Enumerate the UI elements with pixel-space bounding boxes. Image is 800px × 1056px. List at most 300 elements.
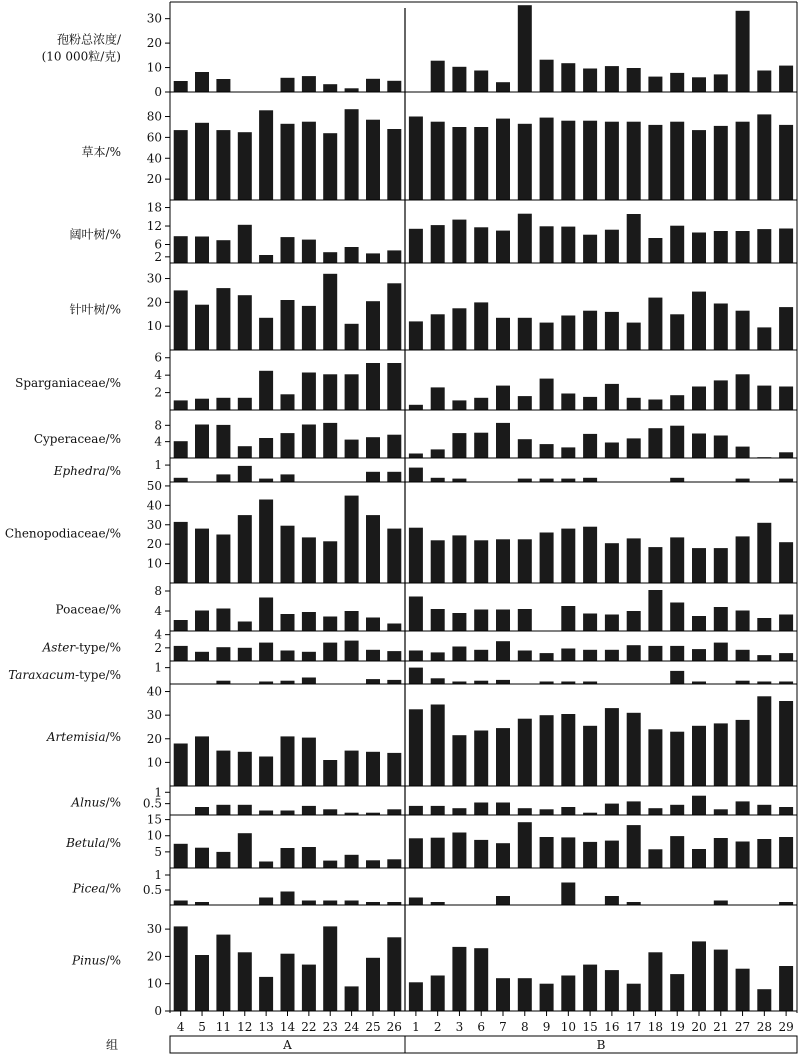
ytick-label-concentration-0: 30 [146, 11, 162, 26]
ytick-label-pinus-2: 10 [146, 976, 162, 991]
bar-aster-23 [323, 643, 337, 661]
bar-poaceae-5 [195, 611, 209, 632]
bar-concentration-14 [281, 78, 295, 92]
bar-pinus-6 [474, 948, 488, 1011]
bar-pinus-29 [779, 966, 793, 1011]
bar-alnus-28 [757, 805, 771, 815]
ytick-label-pinus-0: 30 [146, 922, 162, 937]
row-label-chenopodiaceae: Chenopodiaceae/% [4, 526, 121, 541]
bar-sparganiaceae-20 [692, 387, 706, 411]
bar-sparganiaceae-16 [605, 384, 619, 410]
bar-concentration-5 [195, 72, 209, 92]
bar-alnus-8 [518, 808, 532, 815]
category-label-16: 16 [604, 1020, 620, 1034]
bar-herb-19 [670, 122, 684, 200]
bar-artemisia-15 [583, 726, 597, 786]
category-label-22: 22 [301, 1020, 317, 1034]
bar-sparganiaceae-19 [670, 395, 684, 410]
ytick-label-concentration-2: 10 [146, 60, 162, 75]
bar-conifer-27 [736, 311, 750, 350]
bar-alnus-5 [195, 807, 209, 815]
bar-herb-17 [627, 122, 641, 200]
bar-chenopodiaceae-8 [518, 539, 532, 583]
bar-herb-1 [409, 117, 423, 201]
bar-artemisia-20 [692, 726, 706, 786]
panel-pinus [71, 922, 797, 1018]
bar-herb-25 [366, 120, 380, 200]
bar-betula-8 [518, 822, 532, 868]
row-label-poaceae: Poaceae/% [55, 602, 121, 617]
bar-aster-22 [302, 652, 316, 661]
bar-betula-6 [474, 840, 488, 868]
category-label-19: 19 [669, 1020, 685, 1034]
bar-concentration-28 [757, 71, 771, 93]
bar-broadleaf-15 [583, 235, 597, 263]
bar-broadleaf-22 [302, 240, 316, 263]
bar-chenopodiaceae-29 [779, 542, 793, 583]
bar-chenopodiaceae-21 [714, 548, 728, 583]
bar-concentration-15 [583, 69, 597, 93]
bar-herb-4 [174, 130, 188, 200]
bar-aster-6 [474, 650, 488, 661]
bar-pinus-21 [714, 950, 728, 1011]
bar-broadleaf-14 [281, 237, 295, 263]
bar-artemisia-16 [605, 708, 619, 786]
bar-artemisia-25 [366, 752, 380, 786]
bar-artemisia-1 [409, 709, 423, 786]
bar-broadleaf-23 [323, 252, 337, 263]
bar-pinus-11 [216, 935, 230, 1011]
bar-cyperaceae-29 [779, 452, 793, 458]
bar-pinus-8 [518, 978, 532, 1011]
bar-herb-22 [302, 122, 316, 200]
bar-herb-21 [714, 126, 728, 200]
bar-alnus-19 [670, 805, 684, 815]
bar-cyperaceae-25 [366, 437, 380, 458]
bar-alnus-12 [238, 805, 252, 815]
bar-sparganiaceae-13 [259, 371, 273, 410]
bar-taraxacum-26 [387, 680, 401, 684]
bar-conifer-12 [238, 295, 252, 350]
ytick-label-conifer-1: 20 [146, 295, 162, 310]
bar-picea-22 [302, 901, 316, 906]
bar-pinus-1 [409, 982, 423, 1011]
bar-poaceae-22 [302, 612, 316, 631]
bar-herb-16 [605, 122, 619, 200]
bar-artemisia-3 [452, 735, 466, 786]
bar-herb-23 [323, 133, 337, 200]
bar-sparganiaceae-24 [345, 374, 359, 410]
bar-betula-2 [431, 838, 445, 868]
bar-herb-7 [496, 119, 510, 200]
bar-artemisia-18 [648, 729, 662, 786]
bar-chenopodiaceae-11 [216, 535, 230, 584]
category-label-24: 24 [343, 1020, 360, 1034]
ytick-label-chenopodiaceae-0: 50 [146, 478, 162, 493]
bar-conifer-23 [323, 274, 337, 350]
bar-aster-20 [692, 649, 706, 661]
bar-poaceae-28 [757, 618, 771, 631]
ytick-label-broadleaf-1: 12 [146, 219, 162, 234]
row-label-betula: Betula/% [66, 836, 121, 850]
bar-ephedra-10 [561, 479, 575, 482]
bar-broadleaf-28 [757, 229, 771, 263]
bar-broadleaf-25 [366, 253, 380, 263]
bar-artemisia-21 [714, 723, 728, 786]
bar-poaceae-15 [583, 614, 597, 632]
bar-broadleaf-3 [452, 220, 466, 263]
ytick-label-poaceae-0: 8 [154, 584, 162, 598]
bar-pinus-16 [605, 970, 619, 1011]
ytick-label-taraxacum-0: 1 [154, 660, 162, 675]
bar-conifer-9 [540, 323, 554, 350]
bar-conifer-5 [195, 305, 209, 350]
category-label-4: 4 [176, 1020, 185, 1034]
bar-cyperaceae-24 [345, 440, 359, 458]
bar-poaceae-20 [692, 616, 706, 631]
bar-betula-27 [736, 842, 750, 869]
bar-betula-16 [605, 841, 619, 868]
bar-broadleaf-8 [518, 214, 532, 263]
bar-broadleaf-26 [387, 250, 401, 263]
bar-artemisia-9 [540, 715, 554, 786]
bar-betula-4 [174, 844, 188, 868]
row-label-broadleaf: 阔叶树/% [69, 227, 121, 242]
bar-concentration-11 [216, 79, 230, 92]
bar-pinus-28 [757, 989, 771, 1011]
bar-ephedra-29 [779, 479, 793, 482]
bar-artemisia-14 [281, 736, 295, 786]
bar-alnus-1 [409, 806, 423, 815]
bar-herb-13 [259, 110, 273, 200]
ytick-label-pinus-3: 0 [154, 1004, 162, 1018]
bar-picea-14 [281, 892, 295, 906]
bar-betula-11 [216, 852, 230, 868]
ytick-label-cyperaceae-1: 4 [154, 434, 162, 449]
bar-chenopodiaceae-19 [670, 537, 684, 583]
bar-ephedra-19 [670, 478, 684, 482]
bar-aster-24 [345, 641, 359, 661]
bar-poaceae-18 [648, 590, 662, 631]
bar-artemisia-7 [496, 728, 510, 786]
category-label-21: 21 [713, 1020, 729, 1034]
bar-conifer-7 [496, 318, 510, 350]
bar-concentration-22 [302, 76, 316, 92]
ytick-label-chenopodiaceae-1: 40 [146, 498, 162, 513]
bar-aster-12 [238, 648, 252, 661]
bar-alnus-6 [474, 803, 488, 816]
bar-poaceae-7 [496, 610, 510, 632]
bar-herb-20 [692, 130, 706, 200]
bar-pinus-25 [366, 958, 380, 1011]
bar-pinus-9 [540, 984, 554, 1011]
bar-betula-25 [366, 860, 380, 868]
bar-broadleaf-1 [409, 229, 423, 263]
ytick-label-broadleaf-2: 6 [154, 237, 162, 252]
row-label-ephedra: Ephedra/% [53, 464, 121, 478]
bar-broadleaf-29 [779, 229, 793, 264]
bar-pinus-5 [195, 955, 209, 1011]
bar-alnus-9 [540, 809, 554, 815]
bar-conifer-22 [302, 306, 316, 350]
group-axis [106, 1036, 797, 1053]
category-label-14: 14 [279, 1020, 296, 1034]
bar-alnus-14 [281, 811, 295, 816]
bar-poaceae-19 [670, 603, 684, 632]
bar-taraxacum-22 [302, 678, 316, 685]
bar-pinus-20 [692, 941, 706, 1011]
category-label-20: 20 [691, 1020, 707, 1034]
bar-artemisia-8 [518, 719, 532, 786]
bar-cyperaceae-5 [195, 425, 209, 459]
bar-chenopodiaceae-22 [302, 537, 316, 583]
bar-broadleaf-4 [174, 236, 188, 263]
bar-betula-24 [345, 855, 359, 868]
ytick-label-broadleaf-0: 18 [146, 200, 162, 215]
bar-aster-21 [714, 643, 728, 661]
bar-aster-18 [648, 646, 662, 661]
bar-herb-29 [779, 125, 793, 200]
bar-herb-8 [518, 124, 532, 200]
bar-chenopodiaceae-25 [366, 515, 380, 583]
row-label-taraxacum: Taraxacum-type/% [8, 668, 121, 682]
bar-pinus-18 [648, 952, 662, 1011]
bar-cyperaceae-20 [692, 434, 706, 459]
bar-pinus-23 [323, 926, 337, 1011]
bar-chenopodiaceae-7 [496, 539, 510, 583]
group-label-B: B [596, 1038, 606, 1052]
ytick-label-chenopodiaceae-2: 30 [146, 517, 162, 532]
bar-herb-3 [452, 127, 466, 200]
bar-ephedra-13 [259, 479, 273, 482]
bar-cyperaceae-19 [670, 426, 684, 458]
bar-herb-28 [757, 114, 771, 200]
bar-conifer-14 [281, 300, 295, 350]
bar-cyperaceae-3 [452, 433, 466, 458]
bar-cyperaceae-7 [496, 423, 510, 458]
ytick-label-alnus-0: 1 [154, 785, 162, 800]
bar-taraxacum-25 [366, 679, 380, 684]
bar-sparganiaceae-15 [583, 397, 597, 410]
bar-broadleaf-17 [627, 214, 641, 263]
bar-concentration-23 [323, 84, 337, 92]
bar-pinus-13 [259, 977, 273, 1011]
x-axis [177, 1011, 794, 1034]
bar-cyperaceae-16 [605, 443, 619, 459]
panel-conifer [70, 272, 797, 350]
bar-conifer-8 [518, 318, 532, 350]
bar-pinus-27 [736, 969, 750, 1011]
bar-artemisia-26 [387, 753, 401, 786]
bar-poaceae-21 [714, 607, 728, 631]
bar-sparganiaceae-23 [323, 374, 337, 410]
bar-picea-10 [561, 883, 575, 906]
bar-sparganiaceae-6 [474, 398, 488, 410]
bar-cyperaceae-18 [648, 428, 662, 458]
bar-concentration-7 [496, 82, 510, 92]
panel-herb [82, 109, 797, 200]
bar-betula-23 [323, 861, 337, 868]
bar-pinus-26 [387, 937, 401, 1011]
bar-alnus-21 [714, 809, 728, 815]
ytick-label-artemisia-0: 40 [146, 684, 162, 699]
category-label-6: 6 [477, 1020, 486, 1034]
ytick-label-concentration-1: 20 [146, 36, 162, 51]
bar-conifer-13 [259, 318, 273, 350]
bar-artemisia-6 [474, 731, 488, 787]
bar-concentration-20 [692, 77, 706, 92]
category-label-10: 10 [560, 1020, 576, 1034]
row-label-aster: Aster-type/% [42, 640, 121, 655]
bar-aster-2 [431, 652, 445, 661]
bar-artemisia-19 [670, 732, 684, 786]
category-label-9: 9 [542, 1020, 551, 1034]
bar-broadleaf-19 [670, 226, 684, 263]
bar-poaceae-3 [452, 613, 466, 631]
ytick-label-conifer-0: 30 [146, 271, 162, 286]
bar-pinus-19 [670, 974, 684, 1011]
bar-aster-26 [387, 651, 401, 661]
bar-poaceae-17 [627, 611, 641, 631]
bar-broadleaf-2 [431, 225, 445, 263]
bar-aster-17 [627, 645, 641, 661]
ytick-label-artemisia-1: 30 [146, 708, 162, 723]
bar-cyperaceae-12 [238, 446, 252, 458]
bar-betula-14 [281, 848, 295, 868]
bar-picea-4 [174, 901, 188, 906]
ytick-label-sparganiaceae-2: 2 [154, 385, 162, 400]
bar-poaceae-14 [281, 614, 295, 631]
bar-picea-16 [605, 896, 619, 905]
bar-artemisia-28 [757, 696, 771, 786]
bar-broadleaf-7 [496, 231, 510, 263]
bar-broadleaf-10 [561, 227, 575, 263]
bar-ephedra-12 [238, 466, 252, 482]
panel-chenopodiaceae [5, 479, 797, 583]
bar-aster-8 [518, 651, 532, 662]
bar-broadleaf-13 [259, 255, 273, 263]
panel-concentration [42, 5, 797, 99]
bar-sparganiaceae-3 [452, 400, 466, 410]
bar-chenopodiaceae-5 [195, 529, 209, 583]
bar-poaceae-27 [736, 611, 750, 632]
bar-cyperaceae-2 [431, 449, 445, 458]
bar-herb-18 [648, 125, 662, 200]
ytick-label-herb-1: 60 [146, 130, 162, 145]
bar-broadleaf-11 [216, 240, 230, 263]
bar-conifer-4 [174, 290, 188, 350]
bar-taraxacum-7 [496, 680, 510, 684]
category-label-25: 25 [365, 1020, 381, 1034]
bar-artemisia-29 [779, 701, 793, 786]
bar-artemisia-4 [174, 744, 188, 787]
ytick-label-concentration-3: 0 [154, 85, 162, 99]
bar-chenopodiaceae-16 [605, 543, 619, 583]
bar-cyperaceae-4 [174, 441, 188, 458]
bar-chenopodiaceae-23 [323, 541, 337, 583]
bar-betula-3 [452, 833, 466, 869]
bar-concentration-3 [452, 67, 466, 92]
bar-poaceae-2 [431, 609, 445, 631]
group-box [170, 1036, 797, 1053]
category-label-1: 1 [412, 1020, 420, 1034]
bar-chenopodiaceae-27 [736, 536, 750, 583]
bar-broadleaf-5 [195, 237, 209, 264]
bar-broadleaf-18 [648, 238, 662, 263]
bar-artemisia-22 [302, 738, 316, 786]
bar-concentration-18 [648, 77, 662, 92]
panel-broadleaf [70, 201, 797, 264]
bar-poaceae-4 [174, 620, 188, 631]
bar-pinus-24 [345, 986, 359, 1011]
bar-chenopodiaceae-20 [692, 548, 706, 583]
bar-sparganiaceae-11 [216, 398, 230, 410]
bar-concentration-6 [474, 71, 488, 93]
bar-alnus-26 [387, 809, 401, 815]
ytick-label-betula-1: 10 [146, 828, 162, 843]
bar-conifer-21 [714, 304, 728, 351]
group-axis-label: 组 [105, 1038, 119, 1052]
bar-picea-23 [323, 901, 337, 906]
bar-cyperaceae-11 [216, 425, 230, 458]
bar-conifer-15 [583, 311, 597, 350]
bar-concentration-25 [366, 79, 380, 92]
row-label-herb: 草本/% [81, 145, 121, 159]
ytick-label-sparganiaceae-1: 4 [154, 368, 162, 383]
bar-herb-10 [561, 121, 575, 200]
bar-betula-28 [757, 839, 771, 868]
panel-ephedra [53, 458, 797, 482]
bar-betula-21 [714, 838, 728, 868]
bar-ephedra-3 [452, 479, 466, 482]
category-label-28: 28 [756, 1020, 772, 1034]
bar-aster-11 [216, 647, 230, 661]
row-label-concentration-1: (10 000粒/克) [41, 49, 121, 64]
bar-sparganiaceae-9 [540, 379, 554, 410]
bar-artemisia-5 [195, 736, 209, 786]
bar-conifer-19 [670, 314, 684, 350]
bar-ephedra-4 [174, 478, 188, 482]
bar-betula-17 [627, 825, 641, 868]
panels-layer [5, 5, 797, 1018]
bar-conifer-3 [452, 308, 466, 350]
bar-broadleaf-24 [345, 247, 359, 263]
bar-aster-15 [583, 650, 597, 661]
bar-pinus-4 [174, 926, 188, 1011]
bar-poaceae-29 [779, 615, 793, 632]
bar-sparganiaceae-18 [648, 400, 662, 411]
bar-betula-29 [779, 837, 793, 868]
bar-herb-2 [431, 122, 445, 200]
bar-concentration-29 [779, 66, 793, 92]
bar-broadleaf-16 [605, 230, 619, 263]
bar-sparganiaceae-22 [302, 373, 316, 411]
category-label-12: 12 [237, 1020, 253, 1034]
bar-betula-22 [302, 847, 316, 868]
bar-sparganiaceae-8 [518, 396, 532, 410]
ytick-label-aster-1: 2 [154, 640, 162, 655]
ytick-label-picea-1: 0.5 [142, 883, 162, 897]
bar-betula-18 [648, 849, 662, 868]
panel-aster [42, 628, 797, 661]
bar-pinus-22 [302, 965, 316, 1011]
bar-artemisia-10 [561, 714, 575, 786]
bar-alnus-16 [605, 804, 619, 815]
bar-conifer-1 [409, 321, 423, 350]
bar-chenopodiaceae-24 [345, 496, 359, 583]
bar-broadleaf-9 [540, 226, 554, 263]
bar-conifer-10 [561, 316, 575, 351]
